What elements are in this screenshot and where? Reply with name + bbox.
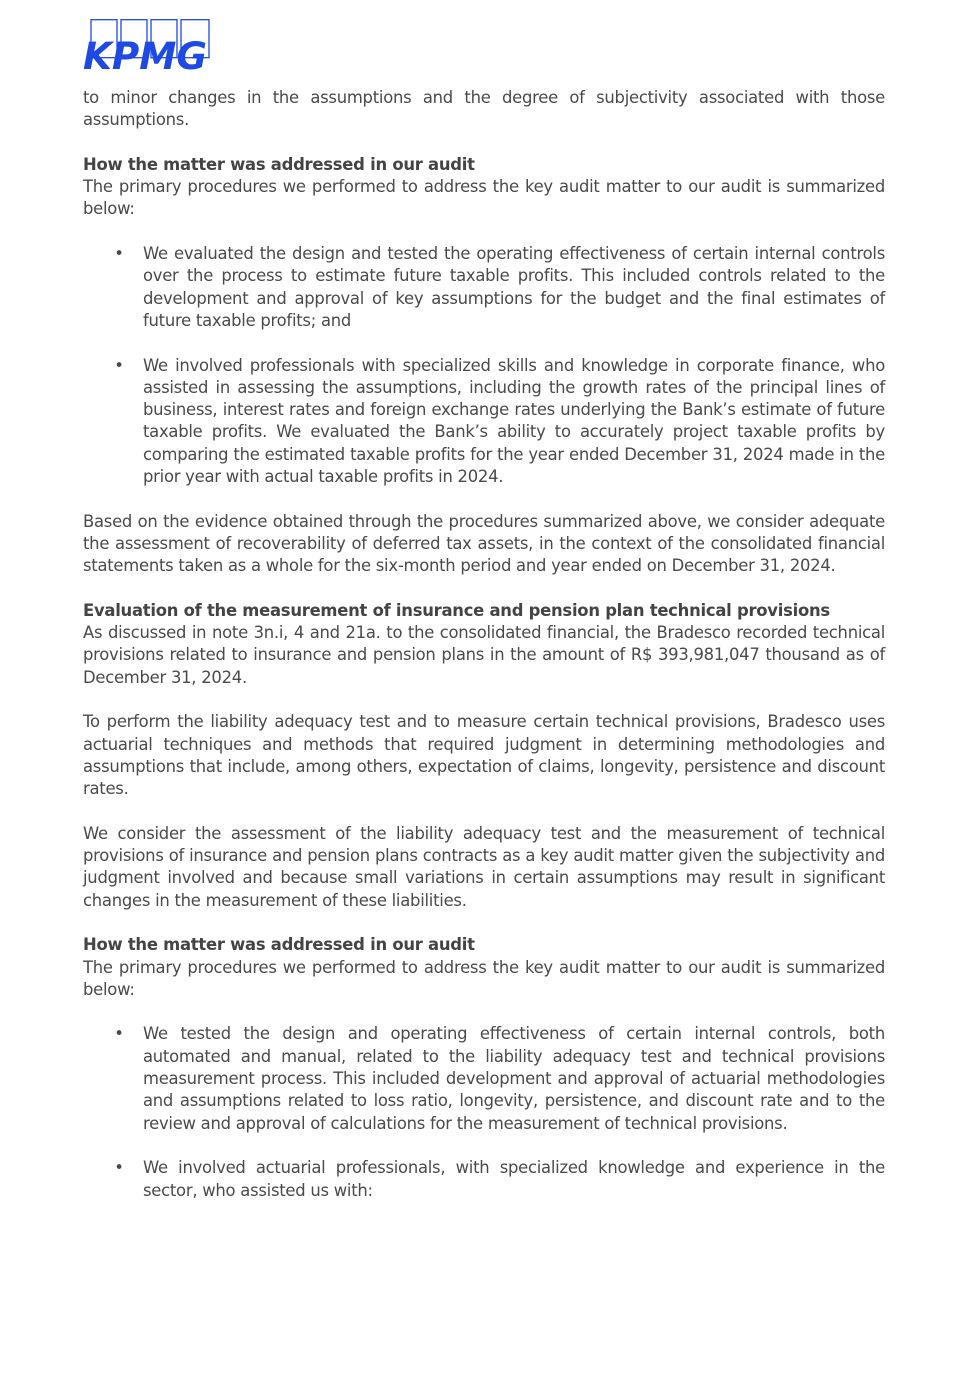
list-item [83, 243, 885, 332]
section-conclusion-1: Based on the evidence obtained through the procedures summarized above, we consider adequate the assessment of recoverability of deferred tax assets, in the context of the consolidated financial statements taken as a whole for the six-month period and year ended on December 31, 2024. [83, 511, 885, 576]
spacer [83, 221, 885, 243]
spacer [83, 132, 885, 154]
bullet-icon: • [114, 1024, 124, 1044]
list-item-text: We evaluated the design and tested the operating effectiveness of certain internal controls over the process to estimate future taxable profits. This included controls related to the development and approval of key assumptions for the budget and the final estimates of future taxable profits; and [143, 244, 885, 330]
bullet-icon: • [114, 355, 124, 375]
section-heading-technical-provisions: Evaluation of the measurement of insurance and pension plan technical provisions [83, 600, 830, 620]
list-item [83, 355, 885, 489]
bullet-icon: • [114, 244, 124, 264]
report-body [83, 87, 885, 1202]
kpmg-logo-text: KPMG [83, 35, 207, 71]
intro-continuation: to minor changes in the assumptions and the degree of subjectivity associated with those assumptions. [83, 88, 885, 130]
bullet-icon: • [114, 1158, 124, 1178]
list-item [83, 1157, 885, 1202]
spacer [83, 912, 885, 934]
section-intro-2: The primary procedures we performed to address the key audit matter to our audit is summarized below: [83, 957, 885, 999]
section-heading-audit-approach-1: How the matter was addressed in our audit [83, 154, 475, 174]
procedure-list-2 [83, 1023, 885, 1201]
kpmg-logo-icon [83, 19, 211, 71]
list-item-text: We involved actuarial professionals, with specialized knowledge and experience in the sector, who assisted us with: [143, 1158, 885, 1200]
spacer [83, 578, 885, 600]
section-intro-1: The primary procedures we performed to address the key audit matter to our audit is summarized below: [83, 177, 885, 219]
section-heading-audit-approach-2: How the matter was addressed in our audit [83, 935, 475, 955]
list-item-text: We involved professionals with specialized skills and knowledge in corporate finance, who assisted in assessing the assumptions, including the growth rates of the principal lines of business, interest rates and foreign exchange rates underlying the Bank’s estimate of future taxable profits. We evaluated the Bank’s ability to accurately project taxable profits by comparing the estimated taxable profits for the year ended December 31, 2024 made in the prior year with actual taxable profits in 2024. [143, 355, 885, 487]
spacer [83, 332, 885, 354]
list-item [83, 1023, 885, 1134]
spacer [83, 689, 885, 711]
kpmg-logo [83, 19, 211, 71]
technical-provisions-para-1: As discussed in note 3n.i, 4 and 21a. to the consolidated financial, the Bradesco recorded technical provisions related to insurance and pension plans in the amount of R$ 393,981,047 thousand as of December 31, 2024. [83, 623, 885, 687]
spacer [83, 488, 885, 510]
list-item-text: We tested the design and operating effectiveness of certain internal controls, both automated and manual, related to the liability adequacy test and technical provisions measurement process. This included development and approval of actuarial methodologies and assumptions related to loss ratio, longevity, persistence, and discount rate and to the review and approval of calculations for the measurement of technical provisions. [143, 1024, 885, 1133]
spacer [83, 1135, 885, 1157]
technical-provisions-para-3: We consider the assessment of the liability adequacy test and the measurement of technical provisions of insurance and pension plans contracts as a key audit matter given the subjectivity and judgment involved and because small variations in certain assumptions may result in significant changes in the measurement of these liabilities. [83, 823, 885, 910]
technical-provisions-para-2: To perform the liability adequacy test and to measure certain technical provisions, Bradesco uses actuarial techniques and methods that required judgment in determining methodologies and assumptions that include, among others, expectation of claims, longevity, persistence and discount rates. [83, 712, 885, 799]
spacer [83, 1001, 885, 1023]
spacer [83, 801, 885, 823]
procedure-list-1 [83, 243, 885, 488]
